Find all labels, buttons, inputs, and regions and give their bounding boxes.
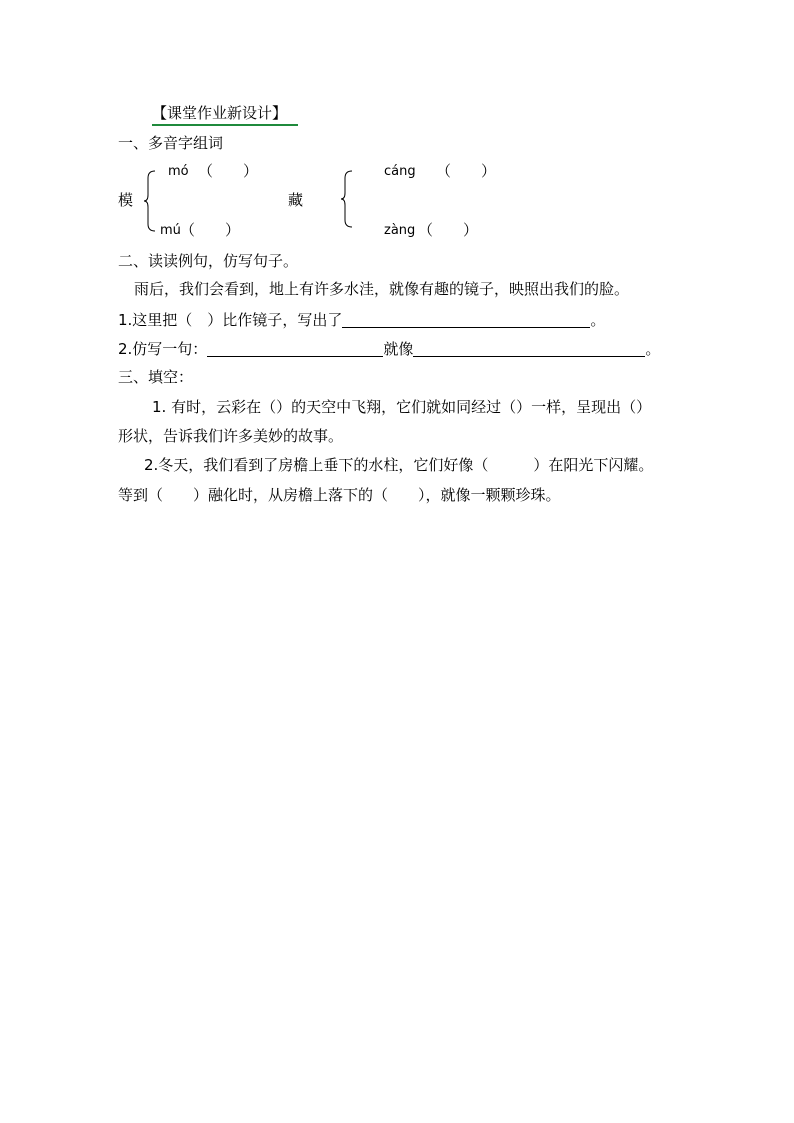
example-sentence: 雨后，我们会看到，地上有许多水洼，就像有趣的镜子，映照出我们的脸。 xyxy=(134,280,630,298)
q1-prefix: 1.这里把（ ）比作镜子，写出了 xyxy=(118,311,343,329)
zang-blank[interactable]: （ ） xyxy=(418,221,479,239)
mu-blank[interactable]: （ ） xyxy=(180,221,241,239)
q2-row xyxy=(118,341,660,357)
section1-heading: 一、多音字组词 xyxy=(118,134,224,152)
title-underline xyxy=(152,124,298,126)
mo-pinyin: mó xyxy=(168,164,189,179)
brace-cang xyxy=(340,170,354,228)
fill-q1-line2: 形状，告诉我们许多美妙的故事。 xyxy=(118,427,344,445)
brace-mo xyxy=(143,170,157,232)
fill-q2-line1: 2.冬天，我们看到了房檐上垂下的水柱，它们好像（ ）在阳光下闪耀。 xyxy=(144,456,654,474)
polyphone-char-cang: 藏 xyxy=(288,191,304,209)
q2-answer-line-1[interactable] xyxy=(207,341,383,357)
section2-heading: 二、读读例句，仿写句子。 xyxy=(118,252,299,270)
zang-pinyin: zàng xyxy=(384,223,416,238)
fill-q1-line1: 1. 有时，云彩在（）的天空中飞翔，它们就如同经过（）一样，呈现出（） xyxy=(152,398,652,416)
q2-middle: 就像 xyxy=(383,340,414,358)
q2-suffix: 。 xyxy=(645,340,661,358)
fill-q2-line2: 等到（ ）融化时，从房檐上落下的（ ），就像一颗颗珍珠。 xyxy=(118,486,561,504)
q1-suffix: 。 xyxy=(590,311,606,329)
q2-answer-line-2[interactable] xyxy=(413,341,645,357)
q1-answer-line[interactable] xyxy=(342,312,590,328)
mu-pinyin: mú xyxy=(160,223,181,238)
q1-row xyxy=(118,312,605,328)
mo-blank[interactable]: （ ） xyxy=(198,162,259,180)
polyphone-char-mo: 模 xyxy=(118,191,134,209)
title-text: 【课堂作业新设计】 xyxy=(152,104,288,122)
cang-pinyin: cáng xyxy=(384,164,416,179)
worksheet-title xyxy=(152,104,287,122)
cang-blank[interactable]: （ ） xyxy=(436,162,497,180)
section3-heading: 三、填空： xyxy=(118,368,194,386)
q2-prefix: 2.仿写一句： xyxy=(118,340,208,358)
